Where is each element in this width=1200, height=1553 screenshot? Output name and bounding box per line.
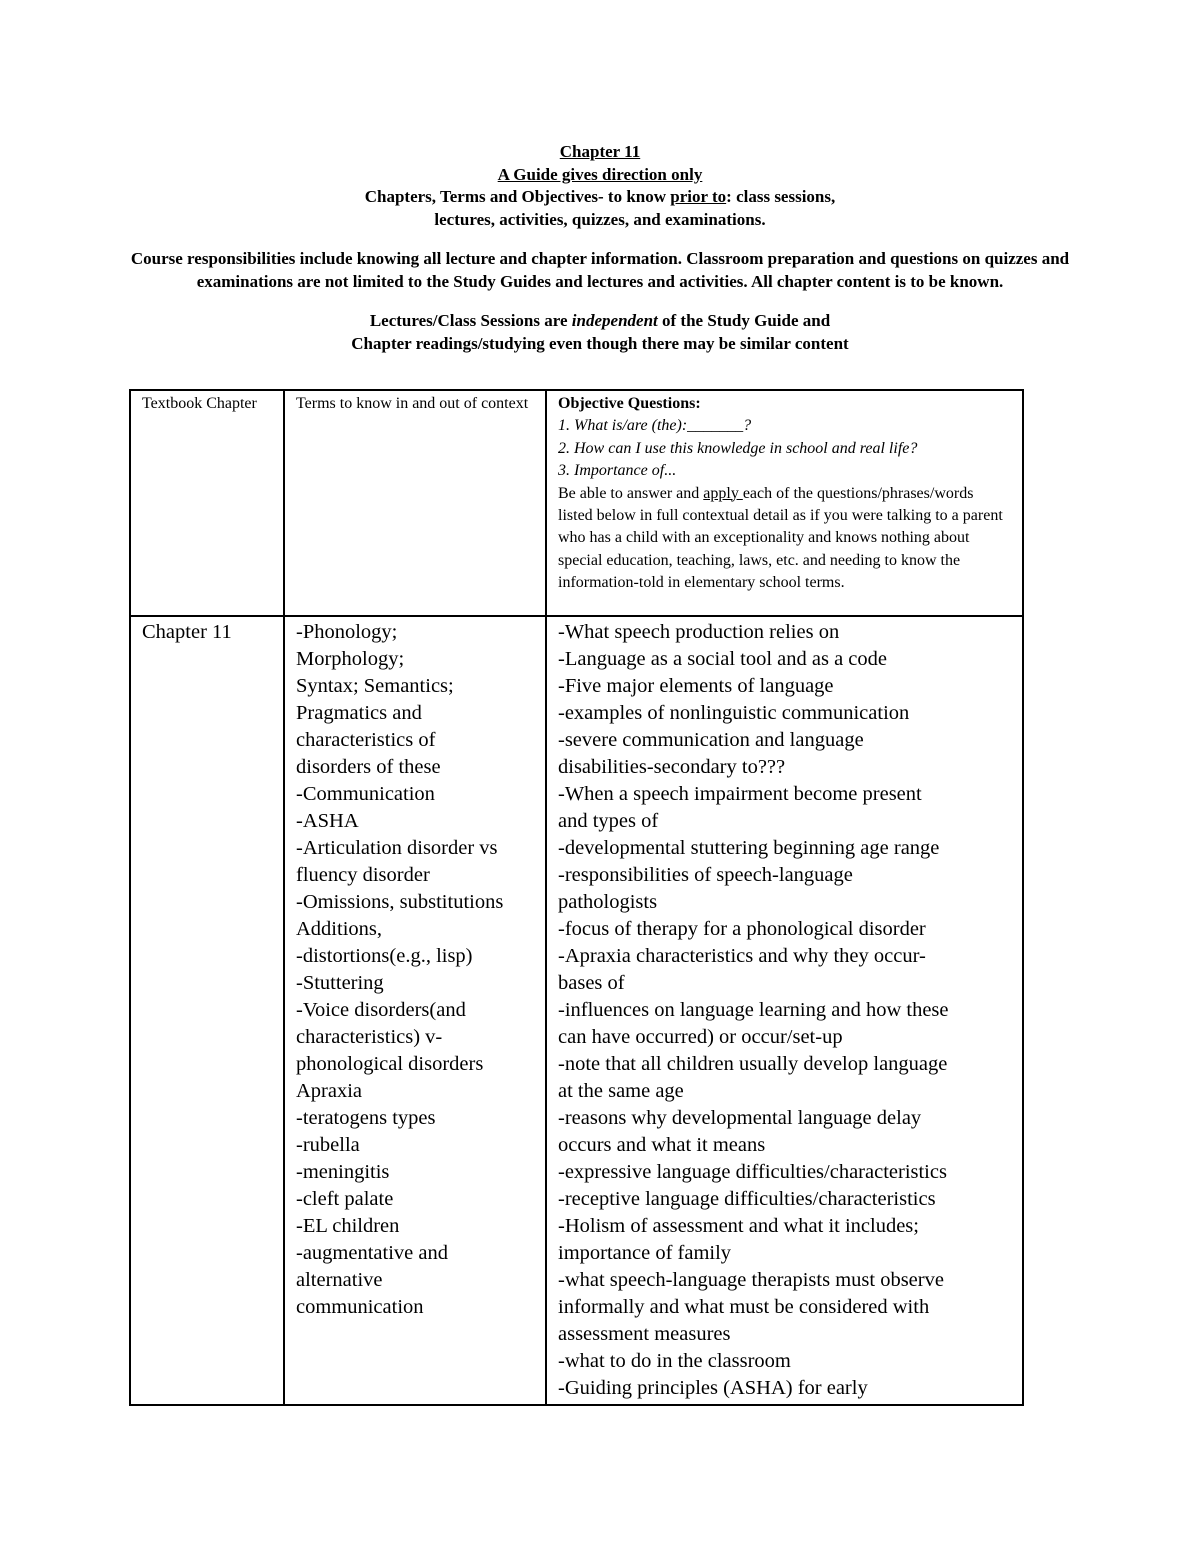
term-item: Additions, [296,918,382,940]
objective-item: pathologists [558,891,658,913]
question-2: 2. How can I use this knowledge in school and real life? [558,439,918,457]
term-item: -distortions(e.g., lisp) [296,945,473,967]
textbook-chapter-header: Textbook Chapter [130,390,284,616]
instructions-pre: Be able to answer and [558,484,704,502]
activities-line: lectures, activities, quizzes, and examinations. [434,209,766,229]
objective-item: -Holism of assessment and what it includes; [558,1215,919,1237]
objective-item: disabilities-secondary to??? [558,756,786,778]
lectures-pre: Lectures/Class Sessions are [369,311,572,330]
objective-item: -receptive language difficulties/characteristics [558,1188,936,1210]
term-item: -Stuttering [296,972,384,994]
lectures-post: of the Study Guide and [657,311,831,330]
chapters-terms-pre: Chapters, Terms and Objectives- to know [364,187,671,206]
objective-item: occurs and what it means [558,1134,766,1156]
term-item: -rubella [296,1134,360,1156]
term-item: -teratogens types [296,1107,436,1129]
objective-item: informally and what must be considered with [558,1296,930,1318]
term-item: -Voice disorders(and [296,999,466,1021]
chapters-terms-post: : class sessions, [726,187,836,206]
apply-text: apply [703,484,743,502]
term-item: fluency disorder [296,864,430,886]
term-item: -cleft palate [296,1188,394,1210]
objective-questions-header [546,390,1023,616]
term-item: alternative [296,1269,383,1291]
term-item: Morphology; [296,648,405,670]
terms-list [296,619,534,1321]
responsibilities-paragraph: Course responsibilities include knowing all lecture and chapter information. Classroom preparation and questions on quizzes and examinations are not limited to the Study Guides and lectures and activities. All chapter content is to be known. [130,249,1070,291]
objective-item: at the same age [558,1080,684,1102]
instructions-post: each of the questions/phrases/words listed below in full contextual detail as if you were talking to a parent who has a child with an exceptionality and knows nothing about special education, teaching, laws, etc. and needing to know the information-told in elementary school terms. [558,484,1003,592]
question-1: 1. What is/are (the):_______? [558,417,752,435]
objective-item: -what to do in the classroom [558,1350,791,1372]
term-item: -Communication [296,783,435,805]
study-guide-table [129,389,1024,1406]
objective-item: -focus of therapy for a phonological disorder [558,918,926,940]
objective-questions-title: Objective Questions: [558,395,701,412]
table-header-row [130,390,1023,616]
objective-item: -Five major elements of language [558,675,834,697]
objective-item: -responsibilities of speech-language [558,864,853,886]
objective-item: -influences on language learning and how these [558,999,949,1021]
objective-item: -what speech-language therapists must observe [558,1269,944,1291]
guide-subtitle: A Guide gives direction only [497,164,703,184]
term-item: -ASHA [296,810,359,832]
term-item: -Articulation disorder vs [296,837,498,859]
terms-header: Terms to know in and out of context [284,390,546,616]
term-item: characteristics) v- [296,1026,443,1048]
chapter-11-row [130,616,1023,1405]
independent-text: independent [571,311,658,330]
objective-item: -When a speech impairment become present [558,783,922,805]
term-item: characteristics of [296,729,436,751]
chapter-cell: Chapter 11 [130,616,284,1405]
readings-line: Chapter readings/studying even though there may be similar content [351,333,849,353]
objective-item: -What speech production relies on [558,621,840,643]
prior-to-text: prior to [670,187,727,206]
objective-item: bases of [558,972,625,994]
objective-item: -severe communication and language [558,729,864,751]
term-item: Apraxia [296,1080,363,1102]
objective-item: assessment measures [558,1323,731,1345]
objectives-cell [546,616,1023,1405]
objective-item: can have occurred) or occur/set-up [558,1026,843,1048]
term-item: -EL children [296,1215,400,1237]
term-item: -meningitis [296,1161,390,1183]
document-header [100,141,1100,355]
term-item: -augmentative and [296,1242,448,1264]
term-item: Syntax; Semantics; [296,675,454,697]
objective-item: -note that all children usually develop language [558,1053,948,1075]
term-item: Pragmatics and [296,702,422,724]
terms-cell [284,616,546,1405]
objective-item: -expressive language difficulties/characteristics [558,1161,947,1183]
term-item: disorders of these [296,756,441,778]
objective-item: -developmental stuttering beginning age range [558,837,940,859]
chapters-terms-line [100,186,1100,209]
lectures-line [100,310,1100,333]
instructions-text [558,483,1011,595]
objective-item: -Guiding principles (ASHA) for early [558,1377,868,1399]
term-item: -Omissions, substitutions [296,891,504,913]
objective-item: -examples of nonlinguistic communication [558,702,910,724]
question-3: 3. Importance of... [558,462,677,480]
term-item: phonological disorders [296,1053,484,1075]
term-item: communication [296,1296,424,1318]
objective-item: -reasons why developmental language delay [558,1107,922,1129]
objective-item: -Apraxia characteristics and why they occur- [558,945,926,967]
objective-item: and types of [558,810,659,832]
chapter-title: Chapter 11 [559,142,641,161]
objectives-list [558,619,1011,1402]
objective-item: -Language as a social tool and as a code [558,648,888,670]
term-item: -Phonology; [296,621,398,643]
objective-item: importance of family [558,1242,732,1264]
